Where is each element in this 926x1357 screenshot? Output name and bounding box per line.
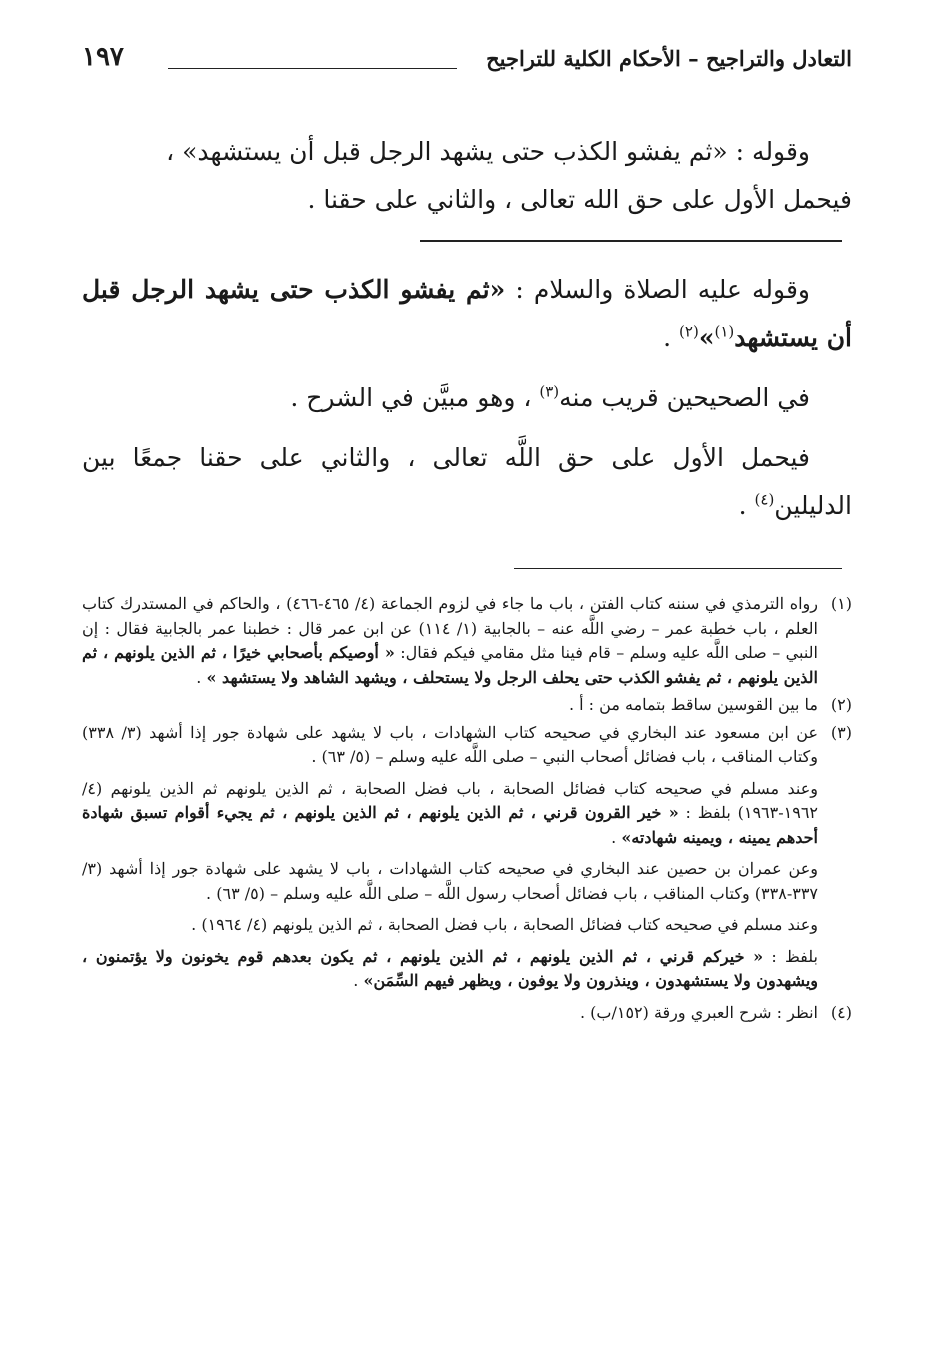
footnote-3-continuation-3: وعند مسلم في صحيحه كتاب فضائل الصحابة ، باب فضل الصحابة ، ثم الذين يلونهم (٤/ ١٩٦٤) . [191,915,818,934]
fn1-text: رواه الترمذي في سننه كتاب الفتن ، باب ما جاء في لزوم الجماعة (٤/ ٤٦٥-٤٦٦) ، والحاكم في المستدرك كتاب العلم ، باب خطبة عمر – رضي اللَّه عنه – بالجابية (١/ ١١٤) عن ابن عمر قال : خطبنا عمر بالجابية فقال : إن النبي – صلى اللَّه عليه وسلم – قام فينا مثل مقامي فيكم فقال: [82,594,818,662]
quoted-passage-line-2: فيحمل الأول على حق الله تعالى ، والثاني على حقنا . [307,185,852,214]
cont1-hadith: « خير القرون قرني ، ثم الذين يلونهم ، ثم الذين يلونهم ، ثم يجيء أقوام تسبق شهادة أحدهم يمينه ، ويمينه شهادته» [82,803,818,847]
footnote-ref-3[interactable]: (٣) [539,382,560,401]
cont1-end: . [611,827,622,847]
footnote-2 [82,693,852,718]
footnote-ref-4[interactable]: (٤) [754,490,775,509]
p3-end: . [738,491,755,520]
footnote-3 [82,721,852,770]
main-paragraph-2 [82,374,852,422]
footnote-body: ما بين القوسين ساقط بتمامه من : أ . [568,695,818,714]
footnote-body: انظر : شرح العبري ورقة (١٥٢/ب) . [579,1002,818,1022]
quoted-passage [82,128,852,224]
main-paragraph-3 [82,434,852,530]
footnote-4 [82,1001,852,1026]
cont4-end: . [353,971,364,990]
footnote-body: عن ابن مسعود عند البخاري في صحيحه كتاب الشهادات ، باب لا يشهد على شهادة جور إذا أشهد (٣/ ٣٣٨) وكتاب المناقب ، باب فضائل أصحاب النبي – صلى اللَّه عليه وسلم – (٥/ ٦٣) . [82,722,818,766]
footnote-3-continuation-4 [82,945,852,994]
page-header [82,42,852,86]
footnotes [82,592,852,1028]
fn1-end: . [196,667,207,687]
footnote-number: (٢) [830,695,852,714]
p1-intro: وقوله عليه الصلاة والسلام : [505,275,810,304]
quoted-passage-line-1: وقوله : «ثم يفشو الكذب حتى يشهد الرجل قبل أن يستشهد» ، [166,137,810,166]
cont1-text: وعند مسلم في صحيحه كتاب فضائل الصحابة ، باب فضل الصحابة ، ثم الذين يلونهم ثم الذين يلونهم (٤/ ١٩٦٢-١٩٦٣) بلفظ : [82,778,819,822]
p2-end: ، وهو مبيَّن في الشرح . [290,383,540,412]
header-rule [168,68,457,69]
p3-text: فيحمل الأول على حق اللَّه تعالى ، والثاني على حقنا جمعًا بين الدليلين [82,443,852,520]
cont4-text: بلفظ : [763,946,818,966]
main-text [82,266,852,542]
p1-hadith-quote: «ثم يفشو الكذب حتى يشهد الرجل قبل أن يستشهد [82,275,852,352]
section-divider [420,240,842,242]
cont4-hadith: « خيركم قرني ، ثم الذين يلونهم ، ثم الذين يلونهم ، ثم يكون بعدهم قوم يخونون ولا يؤتمنون ، ويشهدون ولا يستشهدون ، وينذرون ولا يوفون ، ويظهر فيهم السِّمَن» [82,946,818,990]
footnote-3-continuation-2: وعن عمران بن حصين عند البخاري في صحيحه كتاب الشهادات ، باب لا يشهد على شهادة جور إذا أشهد (٣/ ٣٣٧-٣٣٨) وكتاب المناقب ، باب فضائل أصحاب رسول اللَّه – صلى اللَّه عليه وسلم – (٥/ ٦٣) . [82,859,818,903]
running-title: التعادل والتراجيح – الأحكام الكلية للتراجيح [486,46,852,71]
footnote-number: (٣) [830,722,852,742]
footnote-body [82,592,818,690]
footnote-3-continuation-1 [82,777,852,851]
p1-end: . [663,323,680,352]
footnote-rule [514,568,842,569]
fn1-hadith: « أوصيكم بأصحابي خيرًا ، ثم الذين يلونهم ، ثم الذين يلونهم ، ثم يفشو الكذب حتى يحلف الرجل ولا يستحلف ، ويشهد الشاهد ولا يستشهد » [82,643,818,687]
p2-text: في الصحيحين قريب منه [559,383,810,412]
footnote-ref-2[interactable]: (٢) [679,322,699,341]
footnote-ref-1[interactable]: (١) [714,322,735,341]
footnote-number: (١) [830,594,852,613]
footnote-1 [82,592,852,690]
p1-quote-close: » [698,323,715,352]
page-number: ١٩٧ [82,42,124,72]
footnote-number: (٤) [830,1002,852,1022]
main-paragraph-1 [82,266,852,362]
